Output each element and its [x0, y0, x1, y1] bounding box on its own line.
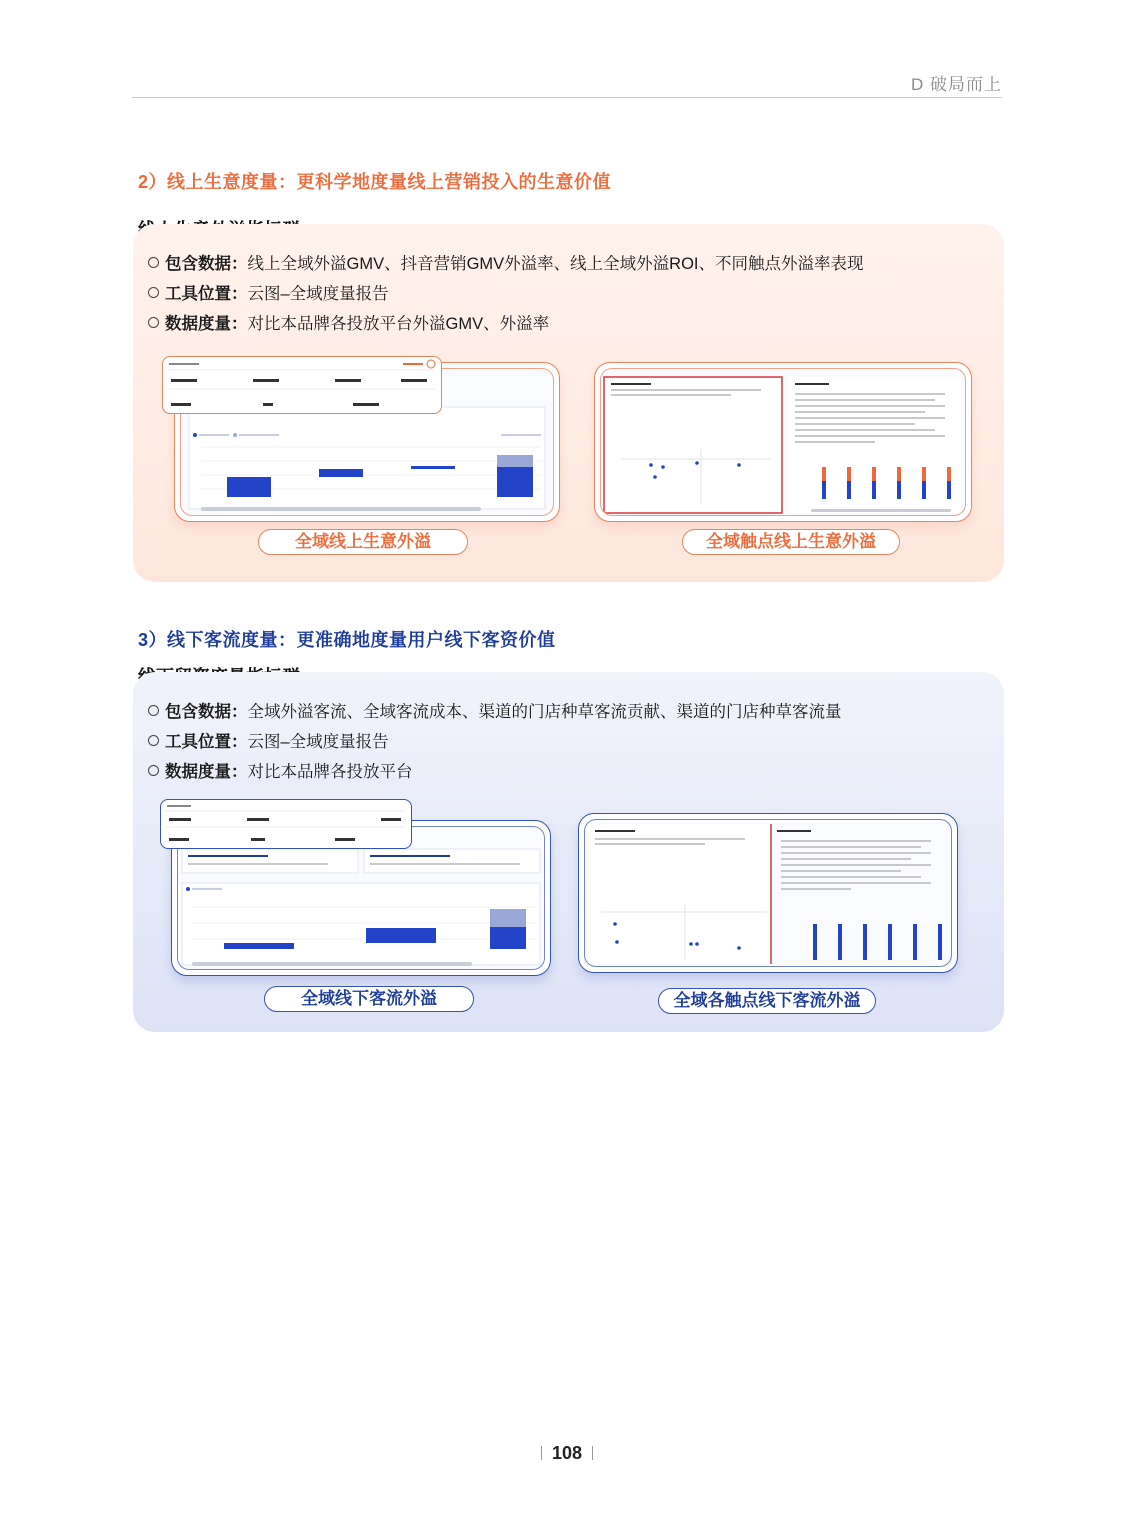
touchpoint-offline-traffic-screenshot [578, 813, 958, 973]
section3-title: 3）线下客流度量：更准确地度量用户线下客资价值 [138, 630, 556, 650]
bullet-item: 包含数据：线上全域外溢GMV、抖音营销GMV外溢率、线上全域外溢ROI、不同触点外溢率表现 [148, 249, 864, 279]
chapter-header: D 破局而上 [911, 75, 1002, 94]
touchpoint-charts-thumbnail [601, 369, 965, 515]
circle-bullet-icon [148, 705, 159, 716]
touchpoint-online-spillover-screenshot [594, 362, 972, 522]
page-number: 108 [0, 1443, 1134, 1464]
bullet-item: 工具位置：云图–全域度量报告 [148, 727, 842, 757]
bullet-item: 数据度量：对比本品牌各投放平台 [148, 757, 842, 787]
touchpoint-offline-charts-thumbnail [585, 820, 951, 966]
bullet-item: 数据度量：对比本品牌各投放平台外溢GMV、外溢率 [148, 309, 864, 339]
section2-bullets [148, 249, 864, 339]
circle-bullet-icon [148, 257, 159, 268]
online-spillover-caption: 全域线上生意外溢 [258, 529, 468, 555]
bullet-item: 包含数据：全域外溢客流、全域客流成本、渠道的门店种草客流贡献、渠道的门店种草客流量 [148, 697, 842, 727]
touchpoint-offline-traffic-caption: 全域各触点线下客流外溢 [658, 988, 876, 1014]
circle-bullet-icon [148, 317, 159, 328]
circle-bullet-icon [148, 287, 159, 298]
section3-bullets [148, 697, 842, 787]
circle-bullet-icon [148, 765, 159, 776]
bullet-item: 工具位置：云图–全域度量报告 [148, 279, 864, 309]
offline-traffic-caption: 全域线下客流外溢 [264, 986, 474, 1012]
offline-metrics-popup-thumbnail [160, 799, 412, 849]
metrics-popup-thumbnail [162, 356, 442, 414]
circle-bullet-icon [148, 735, 159, 746]
section2-title: 2）线上生意度量：更科学地度量线上营销投入的生意价值 [138, 172, 612, 192]
touchpoint-online-spillover-caption: 全域触点线上生意外溢 [682, 529, 900, 555]
header-divider [132, 97, 1002, 98]
